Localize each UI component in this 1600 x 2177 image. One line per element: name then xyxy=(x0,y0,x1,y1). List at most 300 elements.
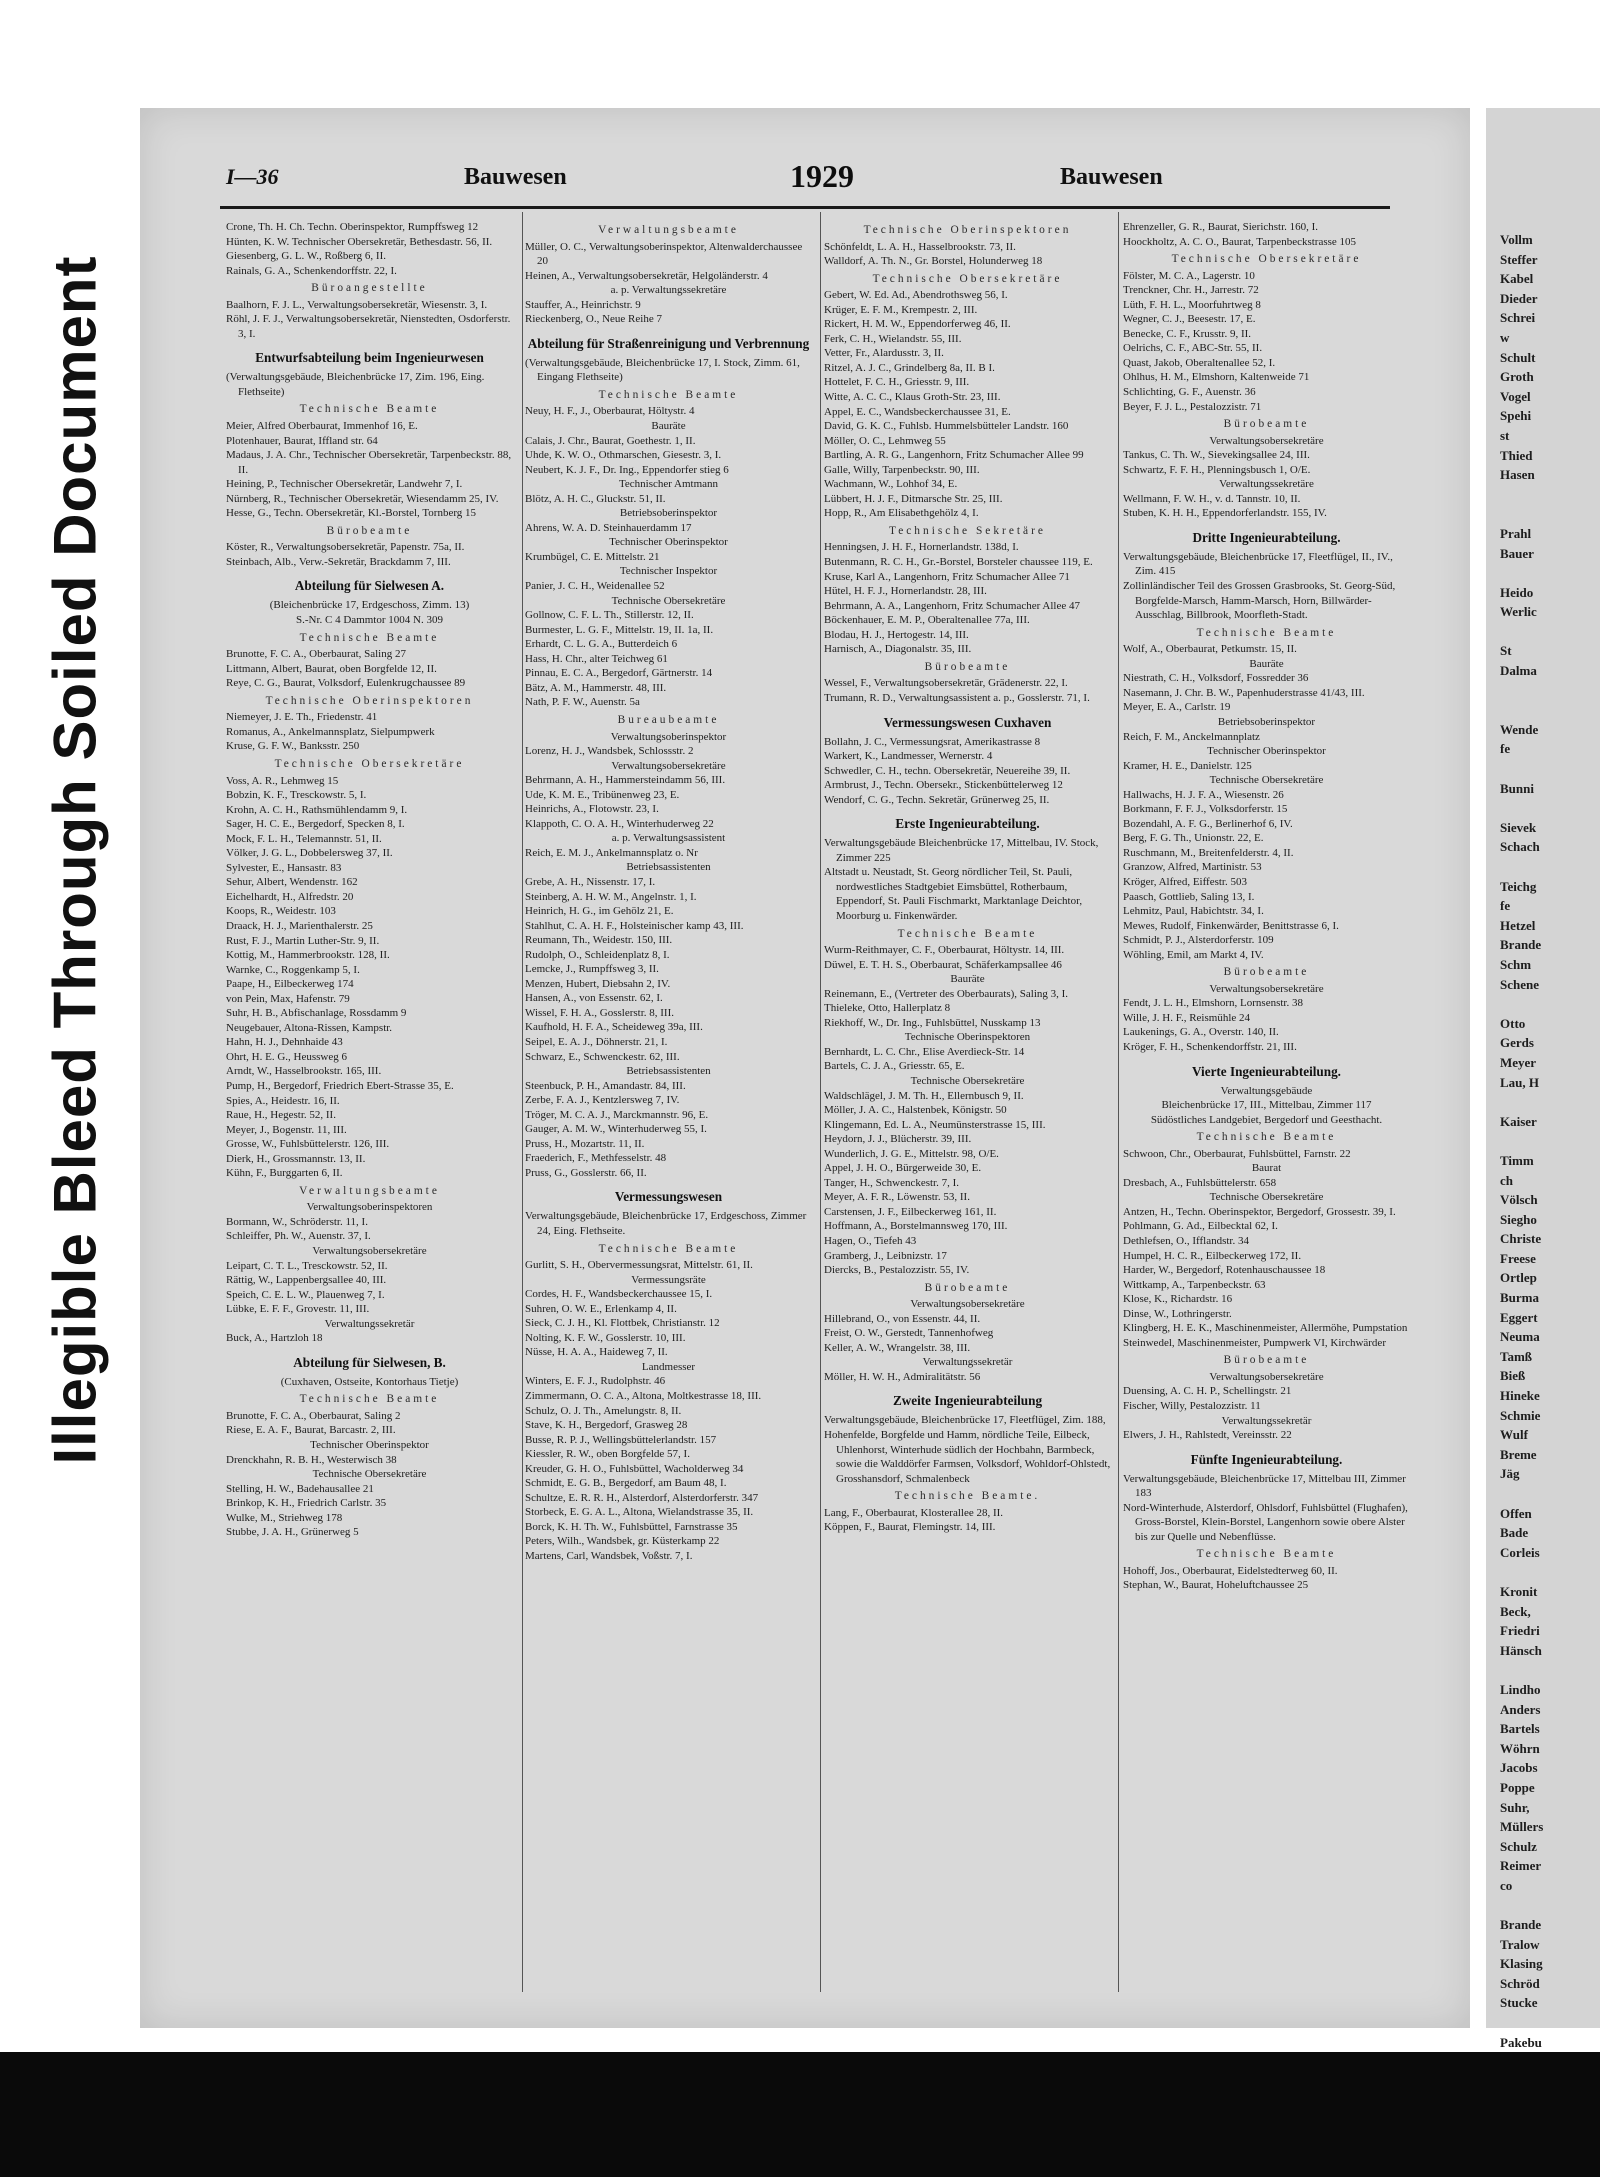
directory-entry: Lübke, E. F. F., Grovestr. 11, III. xyxy=(226,1303,370,1316)
adjacent-page-line: fe xyxy=(1500,898,1511,914)
directory-entry: Harnisch, A., Diagonalstr. 35, III. xyxy=(824,643,972,656)
directory-entry: Antzen, H., Techn. Oberinspektor, Bergedorf, Grossestr. 39, I. xyxy=(1123,1205,1396,1218)
subsection-heading: Technische Beamte xyxy=(1196,1131,1337,1144)
adjacent-page-line: Schene xyxy=(1500,976,1539,992)
directory-entry: Fölster, M. C. A., Lagerstr. 10 xyxy=(1123,269,1255,282)
directory-entry: Pump, H., Bergedorf, Friedrich Ebert-Strasse 35, E. xyxy=(226,1079,454,1092)
directory-entry: Ehrenzeller, G. R., Baurat, Sierichstr. 160, I. xyxy=(1123,221,1319,233)
directory-entry: Kreuder, G. H. O., Fuhlsbüttel, Wacholderweg 34 xyxy=(525,1462,744,1475)
archive-stamp xyxy=(0,0,150,2052)
directory-entry: Neuy, H. F., J., Oberbaurat, Höltystr. 4 xyxy=(525,405,695,418)
directory-entry: Nüsse, H. A. A., Haideweg 7, II. xyxy=(525,1346,668,1359)
adjacent-page-line: Lindho xyxy=(1500,1681,1541,1697)
directory-entry: Kaufhold, H. F. A., Scheideweg 39a, III. xyxy=(525,1021,703,1034)
adjacent-page-line: Schult xyxy=(1500,349,1536,365)
directory-entry: Wendorf, C. G., Techn. Sekretär, Grünerweg 25, II. xyxy=(824,793,1050,806)
directory-entry: Heinrich, H. G., im Gehölz 21, E. xyxy=(525,905,674,918)
directory-entry: Spies, A., Heidestr. 16, II. xyxy=(226,1094,340,1107)
directory-entry: Lemcke, J., Rumpffsweg 3, II. xyxy=(525,963,659,976)
directory-entry: Humpel, H. C. R., Eilbeckerweg 172, II. xyxy=(1123,1249,1302,1262)
adjacent-page-line: Prahl xyxy=(1500,525,1532,541)
directory-entry: Dresbach, A., Fuhlsbüttelerstr. 658 xyxy=(1123,1176,1277,1189)
directory-entry: Wachmann, W., Lohhof 34, E. xyxy=(824,478,958,491)
group-label: Verwaltungssekretär xyxy=(922,1356,1013,1369)
year-heading: 1929 xyxy=(790,158,854,194)
directory-entry: Storbeck, E. G. A. L., Altona, Wielandstrasse 35, II. xyxy=(525,1506,754,1519)
adjacent-page-line: Schröd xyxy=(1500,1975,1540,1991)
directory-entry: Brunotte, F. C. A., Oberbaurat, Saling 2 xyxy=(226,1409,401,1422)
directory-entry: Draack, H. J., Marienthalerstr. 25 xyxy=(226,919,373,932)
directory-entry: Nord-Winterhude, Alsterdorf, Ohlsdorf, Fuhlsbüttel (Flughafen), Gross-Borstel, Klein-Borstel, Langenhorn sowie obere Alster bis zur Quelle und Nebenflüsse. xyxy=(1123,1501,1408,1543)
directory-entry: Wessel, F., Verwaltungsobersekretär, Grädenerstr. 22, I. xyxy=(824,677,1068,690)
directory-entry: Tankus, C. Th. W., Sievekingsallee 24, III. xyxy=(1123,449,1310,462)
directory-entry: Klingberg, H. E. K., Maschinenmeister, Allermöhe, Pumpstation xyxy=(1123,1322,1408,1335)
adjacent-page-line: Wulf xyxy=(1500,1427,1528,1443)
directory-entry: Wegner, C. J., Beesestr. 17, E. xyxy=(1123,313,1256,326)
group-label: Bauräte xyxy=(1249,657,1284,670)
directory-entry: Galle, Willy, Tarpenbeckstr. 90, III. xyxy=(824,463,980,476)
group-label: (Bleichenbrücke 17, Erdgeschoss, Zimm. 13) xyxy=(269,599,470,612)
section-title: Fünfte Ingenieurabteilung. xyxy=(1190,1451,1343,1467)
section-title: Vierte Ingenieurabteilung. xyxy=(1192,1063,1341,1079)
directory-entry: Sieck, C. J. H., Kl. Flottbek, Christianstr. 12 xyxy=(525,1317,720,1330)
directory-entry: Trenckner, Chr. H., Jarrestr. 72 xyxy=(1123,284,1259,297)
adjacent-page-line: Stucke xyxy=(1500,1995,1538,2011)
directory-entry: Kruse, G. F. W., Banksstr. 250 xyxy=(226,740,360,753)
directory-entry: Niestrath, C. H., Volksdorf, Fossredder 36 xyxy=(1123,672,1309,685)
directory-entry: Romanus, A., Ankelmannsplatz, Sielpumpwerk xyxy=(226,725,435,738)
section-title: Erste Ingenieurabteilung. xyxy=(895,816,1040,832)
directory-entry: Hoffmann, A., Borstelmannsweg 170, III. xyxy=(824,1220,1008,1233)
directory-entry: Hallwachs, H. J. F. A., Wiesenstr. 26 xyxy=(1123,788,1284,801)
directory-entry: Appel, E. C., Wandsbeckerchaussee 31, E. xyxy=(824,405,1011,418)
directory-entry: Madaus, J. A. Chr., Technischer Obersekretär, Tarpenbeckstr. 88, II. xyxy=(226,449,512,476)
adjacent-page-line: Hineke xyxy=(1500,1388,1540,1404)
directory-entry: Duensing, A. C. H. P., Schellingstr. 21 xyxy=(1123,1385,1292,1398)
directory-entry: Schlichting, G. F., Auenstr. 36 xyxy=(1123,386,1256,399)
subsection-heading: Technische Sekretäre xyxy=(889,524,1046,537)
group-label: Betriebsassistenten xyxy=(626,861,711,874)
directory-entry: Klose, K., Richardstr. 16 xyxy=(1123,1293,1233,1306)
subsection-heading: Technische Beamte xyxy=(598,388,739,401)
directory-entry: Düwel, E. T. H. S., Oberbaurat, Schäferkampsallee 46 xyxy=(824,958,1062,971)
directory-entry: Blötz, A. H. C., Gluckstr. 51, II. xyxy=(525,492,666,505)
adjacent-page-line xyxy=(1500,994,1600,1014)
directory-entry: Lang, F., Oberbaurat, Klosterallee 28, II. xyxy=(824,1506,1004,1519)
subsection-heading: Bürobeamte xyxy=(1223,1354,1310,1367)
directory-entry: Reich, E. M. J., Ankelmannsplatz o. Nr xyxy=(525,846,698,859)
adjacent-page-line: Schmie xyxy=(1500,1407,1541,1423)
adjacent-page-line: Müllers xyxy=(1500,1819,1544,1835)
adjacent-page-line: Tralow xyxy=(1500,1936,1540,1952)
directory-entry: Hesse, G., Techn. Obersekretär, Kl.-Borstel, Tornberg 15 xyxy=(226,507,477,520)
scan-bottom-margin xyxy=(0,2052,1600,2177)
adjacent-page-line: Schm xyxy=(1500,956,1532,972)
adjacent-page-line: Corleis xyxy=(1500,1544,1540,1560)
group-label: Betriebsoberinspektor xyxy=(619,507,718,520)
directory-entry: Stahlhut, C. A. H. F., Holsteinischer kamp 43, III. xyxy=(525,919,744,932)
group-label: Technischer Oberinspektor xyxy=(310,1439,429,1452)
adjacent-page-line: ch xyxy=(1500,1172,1513,1188)
directory-entry: Leipart, C. T. L., Tresckowstr. 52, II. xyxy=(226,1259,388,1272)
directory-entry: Fischer, Willy, Pestalozzistr. 11 xyxy=(1123,1400,1261,1413)
adjacent-page-line: Gerds xyxy=(1500,1035,1534,1051)
section-title: Abteilung für Sielwesen A. xyxy=(294,578,445,594)
group-label: Bleichenbrücke 17, III., Mittelbau, Zimmer 117 xyxy=(1161,1099,1372,1112)
section-title: Abteilung für Sielwesen, B. xyxy=(293,1354,446,1370)
directory-entry: Hohoff, Jos., Oberbaurat, Eidelstedterweg 60, II. xyxy=(1123,1564,1338,1577)
adjacent-page-line: w xyxy=(1500,329,1510,345)
group-label: Verwaltungsobersekretäre xyxy=(910,1298,1025,1311)
directory-entry: von Pein, Max, Hafenstr. 79 xyxy=(226,992,350,1005)
directory-entry: Sylvester, E., Hansastr. 83 xyxy=(226,861,342,874)
directory-entry: Fraederich, F., Methfesselstr. 48 xyxy=(525,1152,667,1165)
adjacent-page-line: st xyxy=(1500,427,1510,443)
adjacent-page-line xyxy=(1500,681,1600,701)
subsection-heading: Bürobeamte xyxy=(924,1281,1011,1294)
adjacent-page-line: Poppe xyxy=(1500,1779,1535,1795)
directory-entry: Menzen, Hubert, Diebsahn 2, IV. xyxy=(525,977,671,990)
adjacent-page-line: Breme xyxy=(1500,1446,1537,1462)
directory-entry: Verwaltungsgebäude, Bleichenbrücke 17, Mittelbau III, Zimmer 183 xyxy=(1123,1472,1406,1500)
adjacent-page-line xyxy=(1500,1092,1600,1112)
directory-entry: Verwaltungsgebäude, Bleichenbrücke 17, Fleetflügel, II., IV., Zim. 415 xyxy=(1123,550,1393,578)
directory-entry: Hahn, H. J., Dehnhaide 43 xyxy=(226,1036,343,1049)
directory-entry: Schultze, E. R. R. H., Alsterdorf, Alsterdorferstr. 347 xyxy=(525,1491,759,1504)
directory-entry: Bobzin, K. F., Tresckowstr. 5, I. xyxy=(226,789,367,802)
directory-entry: Steinwedel, Maschinenmeister, Pumpwerk VI, Kirchwärder xyxy=(1123,1336,1386,1349)
directory-entry: Rieckenberg, O., Neue Reihe 7 xyxy=(525,313,662,326)
adjacent-page-line: Dalma xyxy=(1500,663,1537,679)
directory-entry: Henningsen, J. H. F., Hornerlandstr. 138d, I. xyxy=(824,541,1019,554)
directory-entry: Brunotte, F. C. A., Oberbaurat, Saling 27 xyxy=(226,648,406,661)
group-label: Betriebsassistenten xyxy=(626,1065,711,1078)
directory-entry: Drenckhahn, R. B. H., Westerwisch 38 xyxy=(226,1453,397,1466)
adjacent-page-line xyxy=(1500,1131,1600,1151)
directory-entry: Dierk, H., Grossmannstr. 13, II. xyxy=(226,1152,366,1165)
directory-entry: Voss, A. R., Lehmweg 15 xyxy=(226,774,339,787)
directory-entry: Brinkop, K. H., Friedrich Carlstr. 35 xyxy=(226,1497,387,1510)
adjacent-page-line: Spehi xyxy=(1500,408,1532,424)
directory-entry: Carstensen, J. F., Eilbeckerweg 161, II. xyxy=(824,1205,997,1218)
directory-entry: Uhde, K. W. O., Othmarschen, Giesestr. 3, I. xyxy=(525,449,722,462)
subsection-heading: Bürobeamte xyxy=(1223,418,1310,431)
directory-entry: Schmidt, E. G. B., Bergedorf, am Baum 48, I. xyxy=(525,1477,727,1490)
directory-entry: Benecke, C. F., Krusstr. 9, II. xyxy=(1123,327,1252,340)
directory-entry: Heinen, A., Verwaltungsobersekretär, Helgoländerstr. 4 xyxy=(525,269,768,282)
adjacent-page-line: Anders xyxy=(1500,1701,1541,1717)
subsection-heading: Technische Oberinspektoren xyxy=(863,224,1072,236)
adjacent-page-text xyxy=(1486,108,1600,2170)
directory-entry: Tanger, H., Schwenckestr. 7, I. xyxy=(824,1176,960,1189)
subsection-heading: Bürobeamte xyxy=(924,660,1011,673)
adjacent-page-line: Burma xyxy=(1500,1290,1539,1306)
subsection-heading: Bürobeamte xyxy=(1223,966,1310,979)
directory-entry: Böckenhauer, E. M. P., Oberaltenallee 77a, III. xyxy=(824,614,1030,627)
adjacent-page-line: Dieder xyxy=(1500,290,1538,306)
group-label: Technischer Oberinspektor xyxy=(609,536,728,549)
directory-entry: Busse, R. P. J., Wellingsbüttelerlandstr. 157 xyxy=(525,1433,717,1446)
directory-entry: Hopp, R., Am Elisabethgehölz 4, I. xyxy=(824,507,979,520)
directory-entry: Krüger, E. F. M., Krempestr. 2, III. xyxy=(824,303,978,316)
adjacent-page-line: Hänsch xyxy=(1500,1642,1542,1658)
directory-entry: Borck, K. H. Th. W., Fuhlsbüttel, Farnstrasse 35 xyxy=(525,1520,738,1533)
directory-entry: Riekhoff, W., Dr. Ing., Fuhlsbüttel, Nusskamp 13 xyxy=(824,1016,1041,1029)
adjacent-page-line: Tamß xyxy=(1500,1348,1533,1364)
directory-entry: Zollinländischer Teil des Grossen Grasbrooks, St. Georg-Süd, Borgfelde-Marsch, Hamm-Marsch, Horn, Billwärder-Ausschlag, Billbrook, Moorfleth-Stadt. xyxy=(1123,580,1396,622)
subsection-heading: Technische Beamte xyxy=(1196,1548,1337,1561)
directory-entry: Altstadt u. Neustadt, St. Georg nördlicher Teil, St. Pauli, nordwestliches Stadtgebiet Eimsbüttel, Rotherbaum, Eppendorf, St. Pauli Fischmarkt, Marktanlage Deichtor, Moorburg u. Finkenwärder. xyxy=(824,866,1083,922)
directory-entry: Seipel, E. A. J., Döhnerstr. 21, I. xyxy=(525,1035,668,1048)
group-label: Betriebsoberinspektor xyxy=(1217,715,1316,728)
directory-entry: Bätz, A. M., Hammerstr. 48, III. xyxy=(525,681,667,694)
group-label: S.-Nr. C 4 Dammtor 1004 N. 309 xyxy=(296,614,443,627)
directory-entry: Elwers, J. H., Rahlstedt, Vereinsstr. 22 xyxy=(1123,1429,1292,1442)
directory-entry: Littmann, Albert, Baurat, oben Borgfelde 12, II. xyxy=(226,662,437,675)
adjacent-page-line: Kronit xyxy=(1500,1583,1538,1599)
adjacent-page-line xyxy=(1500,563,1600,583)
directory-entry: Reich, F. M., Anckelmannplatz xyxy=(1123,730,1260,743)
directory-entry: Wunderlich, J. G. E., Mittelstr. 98, O/E. xyxy=(824,1147,999,1160)
adjacent-page-line xyxy=(1500,759,1600,779)
adjacent-page-line: fe xyxy=(1500,741,1511,757)
directory-entry: Freist, O. W., Gerstedt, Tannenhofweg xyxy=(824,1327,994,1340)
directory-entry: Riese, E. A. F., Baurat, Barcastr. 2, III. xyxy=(226,1424,396,1437)
directory-entry: Calais, J. Chr., Baurat, Goethestr. 1, II. xyxy=(525,434,696,447)
directory-entry: Möller, J. A. C., Halstenbek, Königstr. 50 xyxy=(824,1104,1007,1117)
adjacent-page-line: Kabel xyxy=(1500,271,1534,287)
directory-entry: Schleiffer, Ph. W., Auenstr. 37, I. xyxy=(226,1230,371,1243)
directory-entry: Peters, Wilh., Wandsbek, gr. Küsterkamp 22 xyxy=(525,1535,720,1548)
adjacent-page-line xyxy=(1500,1484,1600,1504)
directory-entry: Hansen, A., von Essenstr. 62, I. xyxy=(525,992,663,1005)
directory-entry: Tröger, M. C. A. J., Marckmannstr. 96, E. xyxy=(525,1108,709,1121)
directory-entry: Quast, Jakob, Oberaltenallee 52, I. xyxy=(1123,356,1276,369)
group-label: a. p. Verwaltungssekretäre xyxy=(610,284,727,297)
section-title: Abteilung für Straßenreinigung und Verbrennung xyxy=(527,335,810,351)
directory-entry: Steenbuck, P. H., Amandastr. 84, III. xyxy=(525,1079,686,1092)
directory-entry: Hagen, O., Tiefeh 43 xyxy=(824,1235,917,1247)
subsection-heading: Technische Beamte xyxy=(598,1242,739,1255)
directory-entry: Wurm-Reithmayer, C. F., Oberbaurat, Höltystr. 14, III. xyxy=(824,944,1065,957)
directory-entry: Winters, E. F. J., Rudolphstr. 46 xyxy=(525,1375,666,1388)
adjacent-page-line: Kaiser xyxy=(1500,1113,1537,1129)
adjacent-page-line: Siegho xyxy=(1500,1211,1537,1227)
directory-entry: Panier, J. C. H., Weidenallee 52 xyxy=(525,580,665,593)
column-divider xyxy=(820,212,821,1992)
group-label: Verwaltungssekretär xyxy=(1221,1414,1312,1427)
directory-entry: Gurlitt, S. H., Obervermessungsrat, Mittelstr. 61, II. xyxy=(525,1259,753,1272)
directory-entry: Lübbert, H. J. F., Ditmarsche Str. 25, III. xyxy=(824,492,1003,505)
subsection-heading: Technische Obersekretäre xyxy=(1171,253,1362,266)
adjacent-page-line: Bieß xyxy=(1500,1368,1526,1384)
directory-entry: Pohlmann, G. Ad., Eilbecktal 62, I. xyxy=(1123,1220,1278,1233)
directory-entry: Ritzel, A. J. C., Grindelberg 8a, II. B I. xyxy=(824,361,995,374)
directory-entry: Schmidt, P. J., Alsterdorferstr. 109 xyxy=(1123,934,1274,947)
directory-entry: Hottelet, F. C. H., Griesstr. 9, III. xyxy=(824,376,970,389)
subsection-heading: Technische Beamte. xyxy=(894,1490,1041,1503)
directory-entry: Niemeyer, J. E. Th., Friedenstr. 41 xyxy=(226,711,378,724)
directory-entry: Reumann, Th., Weidestr. 150, III. xyxy=(525,934,673,947)
group-label: Technischer Oberinspektor xyxy=(1207,745,1326,758)
group-label: Bauräte xyxy=(651,420,686,433)
adjacent-page-line xyxy=(1500,1660,1600,1680)
directory-entry: Gramberg, J., Leibnizstr. 17 xyxy=(824,1249,947,1262)
directory-entry: Gauger, A. M. W., Winterhuderweg 55, I. xyxy=(525,1123,707,1136)
directory-entry: Laukenings, G. A., Overstr. 140, II. xyxy=(1123,1026,1279,1039)
directory-entry: Meier, Alfred Oberbaurat, Immenhof 16, E. xyxy=(226,420,418,433)
directory-entry: Erhardt, C. L. G. A., Butterdeich 6 xyxy=(525,638,678,651)
directory-entry: Paasch, Gottlieb, Saling 13, I. xyxy=(1123,890,1255,903)
adjacent-page-line: Wöhrn xyxy=(1500,1740,1540,1756)
directory-entry: Schwedler, C. H., techn. Obersekretär, Neuereihe 39, II. xyxy=(824,764,1071,777)
adjacent-page-line: Eggert xyxy=(1500,1309,1538,1325)
directory-entry: Plotenhauer, Baurat, Iffland str. 64 xyxy=(226,434,378,447)
directory-entry: Vetter, Fr., Alardusstr. 3, II. xyxy=(824,347,944,360)
directory-entry: Pinnau, E. C. A., Bergedorf, Gärtnerstr. 14 xyxy=(525,667,713,680)
adjacent-page-line xyxy=(1500,798,1600,818)
group-label: Bauräte xyxy=(950,973,985,986)
directory-entry: (Verwaltungsgebäude, Bleichenbrücke 17, Zim. 196, Eing. Flethseite) xyxy=(226,371,485,398)
directory-entry: Stephan, W., Baurat, Hoheluftchaussee 25 xyxy=(1123,1579,1309,1592)
directory-entry: Heining, P., Technischer Obersekretär, Landwehr 7, I. xyxy=(226,478,463,491)
column-4 xyxy=(1123,220,1410,2005)
adjacent-page-line: Otto xyxy=(1500,1015,1526,1031)
directory-entry: Kröger, Alfred, Eiffestr. 503 xyxy=(1123,875,1247,888)
column-divider xyxy=(1118,212,1119,1992)
directory-entry: Schwartz, F. F. H., Plenningsbusch 1, O/E. xyxy=(1123,463,1311,476)
directory-entry: Kruse, Karl A., Langenhorn, Fritz Schumacher Allee 71 xyxy=(824,570,1070,583)
group-label: Technische Obersekretäre xyxy=(1209,774,1324,787)
directory-entry: Suhr, H. B., Abfischanlage, Rossdamm 9 xyxy=(226,1007,407,1020)
directory-entry: Grosse, W., Fuhlsbüttelerstr. 126, III. xyxy=(226,1138,390,1151)
directory-entry: Schönfeldt, L. A. H., Hasselbrookstr. 73, II. xyxy=(824,240,1016,253)
adjacent-page-line: Völsch xyxy=(1500,1192,1538,1208)
directory-entry: Bormann, W., Schröderstr. 11, I. xyxy=(226,1215,368,1228)
directory-entry: Granzow, Alfred, Martinistr. 53 xyxy=(1123,861,1262,874)
directory-entry: Ferk, C. H., Wielandstr. 55, III. xyxy=(824,332,962,345)
directory-entry: Kühn, F., Burggarten 6, II. xyxy=(226,1167,343,1180)
directory-entry: Koops, R., Weidestr. 103 xyxy=(226,905,336,918)
directory-entry: Rust, F. J., Martin Luther-Str. 9, II. xyxy=(226,934,380,947)
adjacent-page-line: co xyxy=(1500,1877,1513,1893)
directory-entry: Verwaltungsgebäude Bleichenbrücke 17, Mittelbau, IV. Stock, Zimmer 225 xyxy=(824,837,1099,864)
directory-entry: Lüth, F. H. L., Moorfuhrtweg 8 xyxy=(1123,298,1261,311)
directory-entry: Ruschmann, M., Breitenfelderstr. 4, II. xyxy=(1123,846,1294,859)
scan-top-margin xyxy=(0,0,1600,50)
directory-entry: Meyer, J., Bogenstr. 11, III. xyxy=(226,1123,347,1136)
group-label: Verwaltungssekretär xyxy=(324,1317,415,1330)
directory-entry: Verwaltungsgebäude, Bleichenbrücke 17, Erdgeschoss, Zimmer 24, Eing. Flethseite. xyxy=(525,1210,807,1237)
adjacent-page-line: Bartels xyxy=(1500,1721,1540,1737)
directory-entry: Giesenberg, G. L. W., Roßberg 6, II. xyxy=(226,250,386,263)
group-label: Technischer Amtmann xyxy=(618,478,719,491)
group-label: Verwaltungsoberinspektoren xyxy=(306,1201,433,1214)
directory-entry: Meyer, E. A., Carlstr. 19 xyxy=(1123,701,1231,714)
directory-entry: Bernhardt, L. C. Chr., Elise Averdieck-Str. 14 xyxy=(824,1045,1025,1058)
adjacent-page-line: Bade xyxy=(1500,1525,1529,1541)
group-label: Verwaltungsoberinspektor xyxy=(610,730,727,743)
directory-entry: Reinemann, E., (Vertreter des Oberbaurats), Saling 3, I. xyxy=(824,987,1069,1000)
directory-entry: Pruss, G., Gosslerstr. 66, II. xyxy=(525,1166,647,1179)
directory-entry: Fendt, J. L. H., Elmshorn, Lornsenstr. 38 xyxy=(1123,997,1303,1010)
subsection-heading: Technische Beamte xyxy=(299,1393,440,1406)
directory-entry: Stelling, H. W., Badehausallee 21 xyxy=(226,1482,374,1495)
directory-entry: Wöhling, Emil, am Markt 4, IV. xyxy=(1123,948,1264,961)
group-label: Verwaltungsobersekretäre xyxy=(312,1245,427,1257)
section-title: Entwurfsabteilung beim Ingenieurwesen xyxy=(255,350,484,366)
adjacent-page-line: St xyxy=(1500,643,1512,659)
directory-entry: Borkmann, F. F. J., Volksdorferstr. 15 xyxy=(1123,803,1288,816)
directory-entry: Stave, K. H., Bergedorf, Grasweg 28 xyxy=(525,1419,688,1432)
stamp-text: Illegible Bleed Through Soiled Document xyxy=(41,255,109,1465)
directory-entry: Verwaltungsgebäude, Bleichenbrücke 17, Fleetflügel, Zim. 188, xyxy=(824,1414,1106,1427)
directory-entry: Stuben, K. H. H., Eppendorferlandstr. 155, IV. xyxy=(1123,507,1327,520)
directory-entry: Cordes, H. F., Wandsbeckerchaussee 15, I. xyxy=(525,1288,713,1301)
directory-entry: Blodau, H. J., Hertogestr. 14, III. xyxy=(824,628,969,641)
directory-entry: Kramer, H. E., Danielstr. 125 xyxy=(1123,759,1252,772)
group-label: Technische Obersekretäre xyxy=(910,1074,1025,1087)
directory-entry: Crone, Th. H. Ch. Techn. Oberinspektor, Rumpffsweg 12 xyxy=(226,221,479,233)
directory-entry: Buck, A., Hartzloh 18 xyxy=(226,1332,323,1345)
adjacent-page-line: Suhr, xyxy=(1500,1799,1530,1815)
adjacent-page-line: Freese xyxy=(1500,1250,1536,1266)
group-label: Verwaltungsobersekretäre xyxy=(611,759,726,772)
directory-entry: Pruss, H., Mozartstr. 11, II. xyxy=(525,1137,645,1150)
directory-entry: Warkert, K., Landmesser, Wernerstr. 4 xyxy=(824,750,993,763)
directory-entry: Walldorf, A. Th. N., Gr. Borstel, Holunderweg 18 xyxy=(824,255,1043,268)
column-2 xyxy=(525,220,812,2005)
adjacent-page-line: Lau, H xyxy=(1500,1074,1540,1090)
adjacent-page-line: Vollm xyxy=(1500,232,1533,247)
directory-entry: Paape, H., Eilbeckerweg 174 xyxy=(226,978,354,991)
directory-entry: Reye, C. G., Baurat, Volksdorf, Eulenkrugchaussee 89 xyxy=(226,677,466,690)
directory-entry: Baalhorn, F. J. L., Verwaltungsobersekretär, Wiesenstr. 3, I. xyxy=(226,298,488,311)
directory-entry: Heydorn, J. J., Blücherstr. 39, III. xyxy=(824,1133,972,1146)
group-label: Vermessungsräte xyxy=(631,1273,706,1286)
group-label: Baurat xyxy=(1251,1162,1282,1175)
adjacent-page-line: Sievek xyxy=(1500,819,1537,835)
directory-entry: Bartels, C. J. A., Griesstr. 65, E. xyxy=(824,1060,965,1073)
directory-entry: (Verwaltungsgebäude, Bleichenbrücke 17, I. Stock, Zimm. 61, Eingang Flethseite) xyxy=(525,356,800,384)
directory-entry: Stubbe, J. A. H., Grünerweg 5 xyxy=(226,1526,359,1539)
group-label: Technische Obersekretäre xyxy=(312,1468,427,1481)
directory-entry: Harder, W., Bergedorf, Rotenhauschaussee 18 xyxy=(1123,1264,1326,1277)
directory-entry: Kröger, F. H., Schenkendorffstr. 21, III. xyxy=(1123,1040,1297,1053)
subsection-heading: Technische Obersekretäre xyxy=(274,757,465,770)
directory-entry: Gollnow, C. F. L. Th., Stillerstr. 12, II. xyxy=(525,609,694,622)
directory-entry: Schwarz, E., Schwenckestr. 62, III. xyxy=(525,1050,680,1063)
directory-entry: Steinbach, Alb., Verw.-Sekretär, Brackdamm 7, III. xyxy=(226,555,451,568)
directory-entry: Suhren, O. W. E., Erlenkamp 4, II. xyxy=(525,1302,677,1315)
subsection-heading: Technische Beamte xyxy=(1196,626,1337,639)
directory-entry: Raue, H., Hegestr. 52, II. xyxy=(226,1109,336,1122)
adjacent-page-line: Heido xyxy=(1500,584,1534,600)
directory-entry: Hass, H. Chr., alter Teichweg 61 xyxy=(525,652,668,665)
directory-entry: Thieleke, Otto, Hallerplatz 8 xyxy=(824,1002,951,1015)
adjacent-page-line: Klasing xyxy=(1500,1956,1543,1972)
adjacent-page-line: Christe xyxy=(1500,1231,1542,1247)
directory-entry: Rickert, H. M. W., Eppendorferweg 46, II. xyxy=(824,318,1011,331)
adjacent-page-line: Jäg xyxy=(1500,1466,1520,1482)
directory-entry: Neubert, K. J. F., Dr. Ing., Eppendorfer stieg 6 xyxy=(525,463,729,476)
adjacent-page-line: Ortlep xyxy=(1500,1270,1537,1286)
directory-entry: Nolting, K. F. W., Gosslerstr. 10, III. xyxy=(525,1331,686,1344)
directory-entry: Bozendahl, A. F. G., Berlinerhof 6, IV. xyxy=(1123,817,1293,830)
directory-entry: Arndt, W., Hasselbrookstr. 165, III. xyxy=(226,1065,382,1078)
directory-entry: Wulke, M., Striehweg 178 xyxy=(226,1511,343,1524)
directory-entry: Berg, F. G. Th., Unionstr. 22, E. xyxy=(1123,832,1264,845)
